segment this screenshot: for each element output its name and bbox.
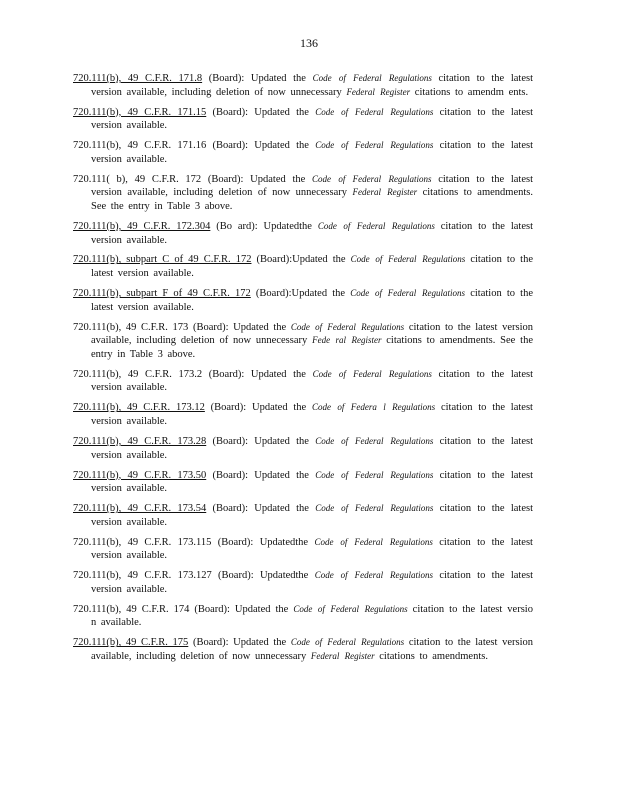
- entry-text: (Board): Updated the: [206, 435, 316, 447]
- citation-text: 720.111(b), 49 C.F.R. 171.16: [73, 140, 207, 152]
- entry-text: citation to the latest version available.: [91, 435, 533, 461]
- entry-text: citation to the latest versio n available.: [91, 603, 533, 629]
- entry-text: (Board): Updated the: [206, 140, 316, 152]
- list-item: [73, 401, 533, 428]
- list-item: [73, 253, 533, 280]
- cfr-title: Code of Federal Regulations: [293, 603, 408, 614]
- citation-text: 720.111(b), 49 C.F.R. 171.8: [73, 73, 203, 84]
- list-item: [73, 173, 533, 214]
- entry-text: citation to the latest version available, including deletion of now unnecessary: [91, 73, 533, 98]
- cfr-title: Code of Federal Regulations: [315, 469, 434, 480]
- cfr-title: Code of Federal Regulations: [290, 637, 405, 648]
- citation-text: 720.111(b), 49 C.F.R. 175: [73, 637, 189, 649]
- entry-text: (Board): Updated the: [202, 368, 313, 380]
- federal-register-title: Federal Register: [346, 86, 411, 97]
- entry-text: citation to the latest version available.: [91, 254, 533, 280]
- cfr-title: Code of Federal Regulations: [315, 106, 434, 117]
- list-item: [73, 72, 533, 99]
- citation-text: 720.111(b), 49 C.F.R. 174: [73, 603, 190, 615]
- list-item: [73, 368, 533, 395]
- entry-text: citation to the latest version available.: [91, 368, 533, 394]
- page-number: 136: [300, 36, 318, 50]
- entry-text: citation to the latest version available.: [91, 106, 533, 132]
- federal-register-title: Federal Register: [352, 187, 418, 198]
- entry-text: citation to the latest version available.: [91, 402, 533, 427]
- list-item: [73, 569, 533, 596]
- list-item: [73, 435, 533, 462]
- entry-text: (Board):Updated the: [250, 288, 351, 300]
- entry-text: citation to the latest version available.: [91, 288, 533, 313]
- cfr-title: Code of Federal Regulations: [317, 220, 435, 231]
- entry-text: (Board): Updated the: [189, 603, 294, 615]
- entry-text: citation to the latest version available.: [91, 469, 533, 495]
- entry-text: (Board):Updated the: [251, 254, 351, 266]
- entry-text: citation to the latest version available.: [91, 570, 533, 595]
- entry-text: citations to amendments. See the entry in Table 3 above.: [91, 335, 533, 360]
- cfr-title: Code of Federa l Regulations: [312, 402, 436, 413]
- list-item: [73, 321, 533, 362]
- list-item: [73, 636, 533, 663]
- citation-text: 720.111(b), subpart F of 49 C.F.R. 172: [73, 288, 251, 300]
- entry-text: (Board): Updated the: [188, 321, 291, 333]
- entry-text: (Board): Updated the: [206, 106, 316, 118]
- entry-text: citations to amendments.: [374, 651, 488, 663]
- citation-text: 720.111(b), 49 C.F.R. 171.15: [73, 106, 207, 118]
- entry-text: (Board): Updated the: [202, 73, 313, 84]
- list-item: [73, 287, 533, 314]
- entry-text: citations to amendm ents.: [410, 86, 529, 98]
- federal-register-title: Federal Register: [310, 651, 375, 662]
- cfr-title: Code of Federal Regulations: [315, 503, 434, 514]
- citation-text: 720.111(b), 49 C.F.R. 173.115: [73, 536, 212, 548]
- cfr-title: Code of Federal Regulations: [350, 288, 466, 299]
- entry-text: citation to the latest version available.: [91, 503, 533, 528]
- entry-text: citations to amendments. See the entry in Table 3 above.: [91, 187, 534, 212]
- citation-text: 720.111(b), 49 C.F.R. 173.50: [73, 469, 207, 481]
- entry-text: citation to the latest version available.: [91, 140, 533, 165]
- entry-text: (Board): Updated the: [204, 402, 312, 414]
- list-item: [73, 603, 533, 630]
- entry-text: (Board): Updatedthe: [211, 570, 315, 582]
- citation-text: 720.111(b), 49 C.F.R. 173.127: [73, 570, 212, 582]
- citation-text: 720.111(b), 49 C.F.R. 173.28: [73, 435, 207, 447]
- entry-text: citation to the latest version available.: [91, 220, 533, 246]
- list-item: [73, 139, 533, 166]
- entry-text: (Board): Updated the: [201, 173, 312, 185]
- entry-list: [73, 72, 533, 670]
- citation-text: 720.111(b), 49 C.F.R. 173.54: [73, 503, 207, 515]
- entry-text: (Board): Updated the: [206, 503, 316, 515]
- entry-text: (Bo ard): Updatedthe: [210, 220, 318, 232]
- cfr-title: Code of Federal Regulations: [314, 536, 433, 547]
- cfr-title: Code of Federal Regulations: [312, 173, 432, 184]
- federal-register-title: Fede ral Register: [312, 335, 382, 346]
- entry-text: citation to the latest version available.: [91, 536, 533, 562]
- citation-text: 720.111(b), subpart C of 49 C.F.R. 172: [73, 254, 252, 266]
- list-item: [73, 536, 533, 563]
- citation-text: 720.111(b), 49 C.F.R. 173: [73, 321, 189, 333]
- cfr-title: Code of Federal Regulations: [290, 321, 405, 332]
- cfr-title: Code of Federal Regulations: [350, 254, 466, 265]
- citation-text: 720.111( b), 49 C.F.R. 172: [73, 173, 202, 185]
- list-item: [73, 220, 533, 247]
- list-item: [73, 469, 533, 496]
- entry-text: citation to the latest version available, including deletion of now unnecessary: [91, 173, 533, 199]
- cfr-title: Code of Federal Regulations: [312, 368, 432, 379]
- list-item: [73, 502, 533, 529]
- list-item: [73, 106, 533, 133]
- citation-text: 720.111(b), 49 C.F.R. 173.12: [73, 402, 205, 414]
- cfr-title: Code of Federal Regulations: [314, 570, 434, 581]
- entry-text: (Board): Updatedthe: [211, 536, 315, 548]
- entry-text: (Board): Updated the: [206, 469, 316, 481]
- entry-text: (Board): Updated the: [188, 637, 291, 649]
- cfr-title: Code of Federal Regulations: [315, 435, 434, 446]
- cfr-title: Code of Federal Regulations: [312, 73, 432, 83]
- citation-text: 720.111(b), 49 C.F.R. 172.304: [73, 220, 211, 232]
- entry-text: citation to the latest version available, including deletion of now unnecessary: [91, 321, 533, 347]
- cfr-title: Code of Federal Regulations: [315, 140, 434, 151]
- entry-text: citation to the latest version available, including deletion of now unnecessary: [91, 637, 533, 663]
- citation-text: 720.111(b), 49 C.F.R. 173.2: [73, 368, 203, 380]
